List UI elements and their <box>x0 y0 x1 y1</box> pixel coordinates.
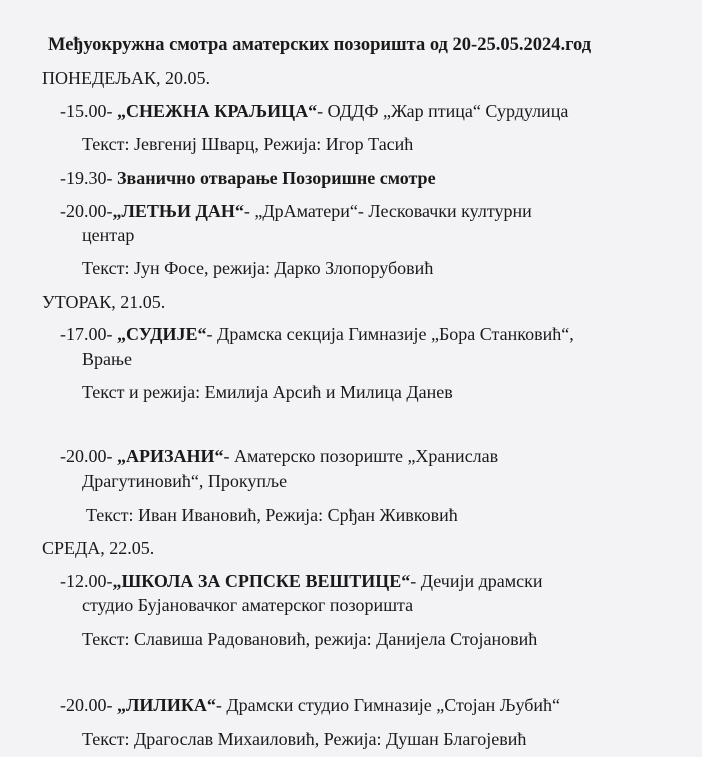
event-title: „ЛИЛИКА“ <box>117 695 216 715</box>
event-line <box>60 324 574 345</box>
event-title: „АРИЗАНИ“ <box>117 446 224 466</box>
event-credits: Текст: Драгослав Михаиловић, Режија: Душан Благојевић <box>82 729 527 749</box>
event-details-continued: центар <box>82 225 135 245</box>
event-time: -19.30- <box>60 168 117 188</box>
event-credits: Текст: Јун Фосе, режија: Дарко Злопорубовић <box>82 258 434 278</box>
event-line <box>60 201 532 222</box>
event-details: - Драмски студио Гимназије „Стојан Љубић“ <box>215 695 561 715</box>
event-time: -20.00- <box>60 695 117 715</box>
event-title: Званично отварање Позоришне смотре <box>117 168 436 188</box>
event-line <box>60 571 543 592</box>
event-title: „ЛЕТЊИ ДАН“ <box>112 201 244 221</box>
event-details: - Драмска секција Гимназије „Бора Станковић“, <box>206 324 574 344</box>
document-title: Међуокружна смотра аматерских позоришта од 20-25.05.2024.год <box>48 35 592 55</box>
event-line <box>60 695 560 716</box>
event-time: -17.00- <box>60 324 117 344</box>
event-time: -20.00- <box>60 446 117 466</box>
event-title: „ШКОЛА ЗА СРПСКЕ ВЕШТИЦЕ“ <box>112 571 411 591</box>
event-line <box>60 101 568 122</box>
event-credits: Текст и режија: Емилија Арсић и Милица Данев <box>82 382 453 402</box>
event-details: - ОДДФ „Жар птица“ Сурдулица <box>317 101 569 121</box>
event-details-continued: Драгутиновић“, Прокупље <box>82 471 288 491</box>
event-details: - „ДрАматери“- Лесковачки културни <box>243 201 532 221</box>
event-line <box>60 168 436 189</box>
event-time: -20.00- <box>60 201 113 221</box>
day-heading-monday: ПОНЕДЕЉАК, 20.05. <box>42 68 210 88</box>
event-details-continued: Врање <box>82 349 133 369</box>
event-credits: Текст: Иван Ивановић, Режија: Срђан Живковић <box>86 505 458 525</box>
event-credits: Текст: Јевгениј Шварц, Режија: Игор Тасић <box>82 134 414 154</box>
day-heading-tuesday: УТОРАК, 21.05. <box>42 292 166 312</box>
event-time: -12.00- <box>60 571 113 591</box>
event-credits: Текст: Славиша Радовановић, режија: Данијела Стојановић <box>82 629 538 649</box>
event-time: -15.00- <box>60 101 117 121</box>
event-details: - Аматерско позориште „Хранислав <box>223 446 499 466</box>
event-line <box>60 446 498 467</box>
event-details-continued: студио Бујановачког аматерског позоришта <box>82 595 414 615</box>
event-title: „СУДИЈЕ“ <box>117 324 207 344</box>
event-title: „СНЕЖНА КРАЉИЦА“ <box>117 101 318 121</box>
event-details: - Дечији драмски <box>410 571 543 591</box>
day-heading-wednesday: СРЕДА, 22.05. <box>42 538 155 558</box>
